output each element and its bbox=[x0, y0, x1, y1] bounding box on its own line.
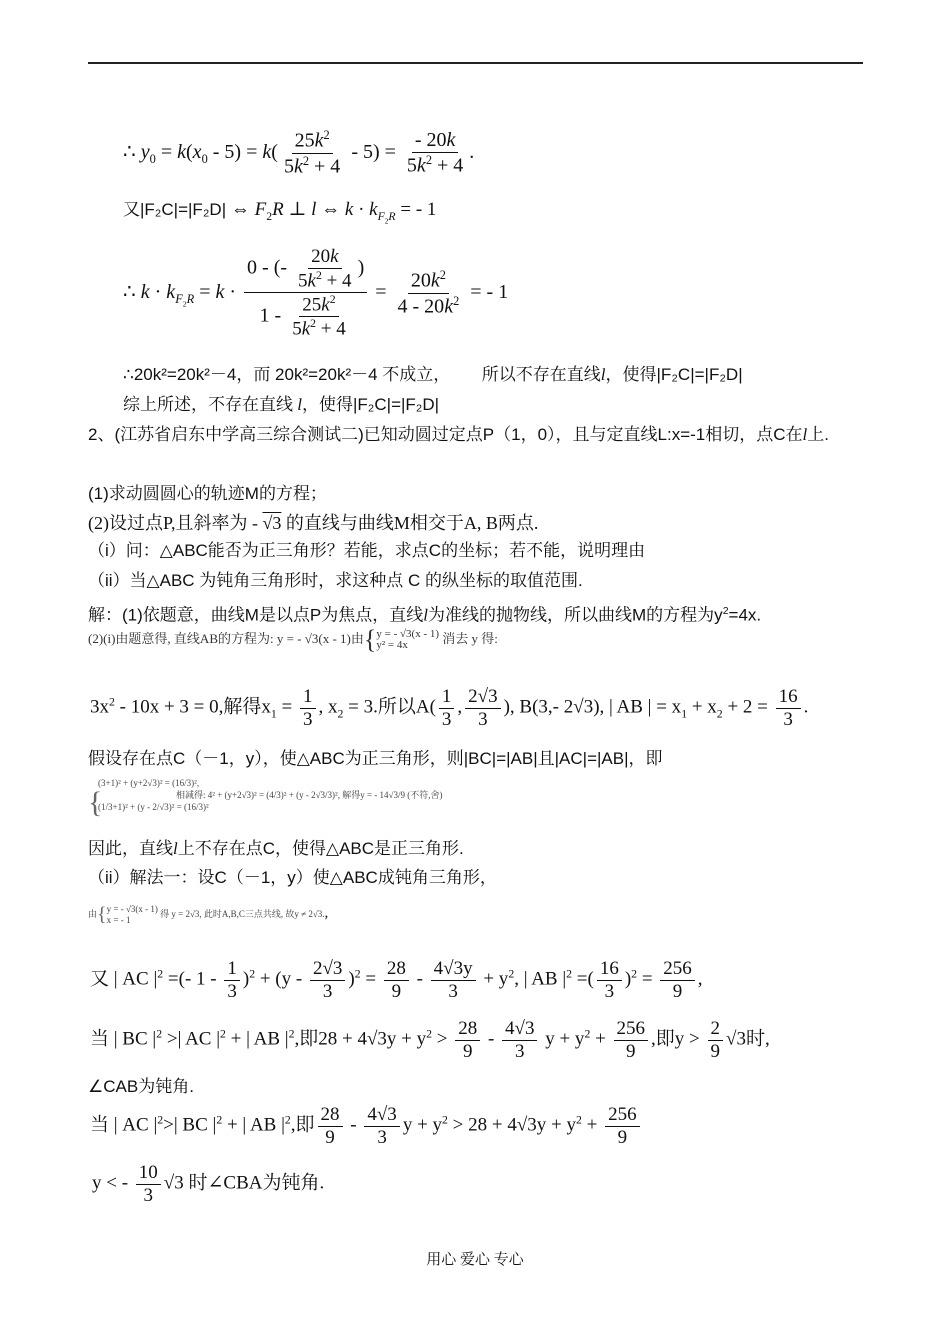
problem-2-text-b: 上. bbox=[807, 425, 829, 444]
equation-y-lt: y < - $\frac{10}{3}$ √3 时∠CBA为钝角. bbox=[92, 1162, 325, 1206]
page-footer: 用心 爱心 专心 bbox=[426, 1252, 524, 1268]
collinear-faint: 由{y = - √3(x - 1) x = - 1 得 y = 2√3, 此时A,B,C三点共线, 故y ≠ 2√3., bbox=[88, 903, 329, 926]
solution-1-text: 解：(1)依题意，曲线M是以点P为焦点，直线 bbox=[88, 605, 424, 625]
equation-ac-gt: 当 | AC $|^2>|$ BC $|^2$ + | AB $|^2$,即 $\frac{28}{9}$ - $\frac{4√3}{3}$ $y + y^2 > 28 + 4√3y + y^2$ + $\frac{256}{9}$ bbox=[90, 1104, 643, 1149]
therefore-text-b: 上不存在点C，使得△ABC是正三角形. bbox=[177, 839, 464, 858]
part-2: (2)设过点P,且斜率为 - √3 的直线与曲线M相交于A, B两点. bbox=[88, 513, 539, 533]
solution-1: 解：(1)依题意，曲线M是以点P为焦点，直线l为准线的抛物线，所以曲线M的方程为$y^2=4x$. bbox=[88, 605, 762, 625]
therefore-line: 因此，直线l上不存在点C，使得△ABC是正三角形. bbox=[88, 839, 464, 858]
equation-quadratic: $3x^2 - 10x + 3 = 0$,解得$x_1$ = $\frac{1}{3}$ , $x_2 = 3$.所以A( $\frac{1}{3}$ , $\frac{2√3}{3}$ ), B(3,- 2√3), | AB | = $x_1 + x_2 + 2$ = $\frac{16}{3}$ . bbox=[90, 686, 809, 730]
therefore-text: 因此，直线 bbox=[88, 839, 173, 858]
problem-2-text: 2、(江苏省启东中学高三综合测试二)已知动圆过定点P（1，0），且与定直线L:x=-1相切，点C在 bbox=[88, 425, 803, 444]
solution-1-text-b: 为准线的抛物线，所以曲线M的方程为y bbox=[428, 605, 723, 625]
header-rule bbox=[88, 62, 863, 64]
line-f2c: 又|F₂C|=|F₂D| ⇔ $F_2R$ ⊥ l ⇔ $k \cdot k_{F_2R}$ = - 1 bbox=[123, 199, 437, 226]
contradiction-text-c: ，使得|F₂C|=|F₂D| bbox=[605, 365, 743, 384]
line-f2c-prefix: 又|F₂C|=|F₂D| bbox=[123, 200, 227, 219]
conclusion-text: 综上所述，不存在直线 bbox=[123, 395, 293, 414]
equation-ac-ab: 又 | AC $|^2$ =(- 1 - $\frac{1}{3}$ )$^2$ + (y - $\frac{2√3}{3}$ )$^2$ = $\frac{28}{9}$ - $\frac{4√3y}{3}$ + $y^2$, | AB $|^2$ =( $\frac{16}{3}$ )$^2$ = $\frac{256}{9}$ , bbox=[90, 958, 703, 1002]
conclusion-text-b: ，使得|F₂C|=|F₂D| bbox=[301, 395, 440, 414]
angle-cab: ∠CAB为钝角. bbox=[88, 1077, 194, 1096]
equation-bc-gt: 当 | BC $|^2$ >| AC $|^2$ + | AB $|^2$,即$28 + 4√3y + y^2$ > $\frac{28}{9}$ - $\frac{4√3}{3}$ $y + y^2$ + $\frac{256}{9}$ ,即y > $\frac{2}{9}$ √3时, bbox=[90, 1018, 770, 1062]
solution-1-text-c: =4x. bbox=[728, 605, 762, 625]
part-2i: （i）问：△ABC能否为正三角形？若能，求点C的坐标；若不能，说明理由 bbox=[88, 541, 646, 560]
method-1: （ii）解法一：设C（－1，y）使△ABC成钝角三角形， bbox=[88, 868, 497, 887]
system-faint: { (3+1)² + (y+2√3)² = (16/3)², (1/3+1)² + (y - 2/√3)² = (16/3)² 相减得: 4² + (y+2√3)² = (4/3)² + (y - 2√3/3)², 解得y = - 14√3/9 (不符,舍) bbox=[88, 778, 443, 819]
part-1: (1)求动圆圆心的轨迹M的方程； bbox=[88, 484, 327, 503]
line-contradiction: ∴20k²=20k²－4，而 20k²=20k²－4 不成立， 所以不存在直线l，使得|F₂C|=|F₂D| bbox=[123, 365, 743, 384]
problem-2-statement: 2、(江苏省启东中学高三综合测试二)已知动圆过定点P（1，0），且与定直线L:x=-1相切，点C在l上. bbox=[88, 425, 829, 444]
equation-k-kf2r: ∴ $k \cdot k_{F_2R} = k$ · 0 - (- $\frac{20k}{5k^2 + 4}$ ) 1 - $\frac{25k^2}{5k^2 + 4}$ = $\frac{20k^2}{4 - 20k^2}$ = - 1 bbox=[123, 246, 509, 340]
part-2ii: （ii）当△ABC 为钝角三角形时，求这种点 C 的纵坐标的取值范围. bbox=[88, 571, 583, 590]
contradiction-text: ∴20k²=20k²－4，而 20k²=20k²－4 不成立， bbox=[123, 365, 451, 384]
line-conclusion: 综上所述，不存在直线 l，使得|F₂C|=|F₂D| bbox=[123, 395, 440, 414]
contradiction-text-b: 所以不存在直线 bbox=[481, 365, 601, 384]
equation-y0: ∴ $y_0 = k(x_0 - 5) = k$( $\frac{25k^2}{5k^2 + 4}$ - 5) = $\frac{- 20k}{5k^2 + 4}$ . bbox=[123, 128, 475, 178]
solution-2i-faint: (2)(i)由题意得, 直线AB的方程为: y = - √3(x - 1)由{y = - √3(x - 1) y² = 4x 消去 y 得: bbox=[88, 625, 498, 655]
assume-line: 假设存在点C（－1，y），使△ABC为正三角形，则|BC|=|AB|且|AC|=|AB|，即 bbox=[88, 749, 663, 768]
